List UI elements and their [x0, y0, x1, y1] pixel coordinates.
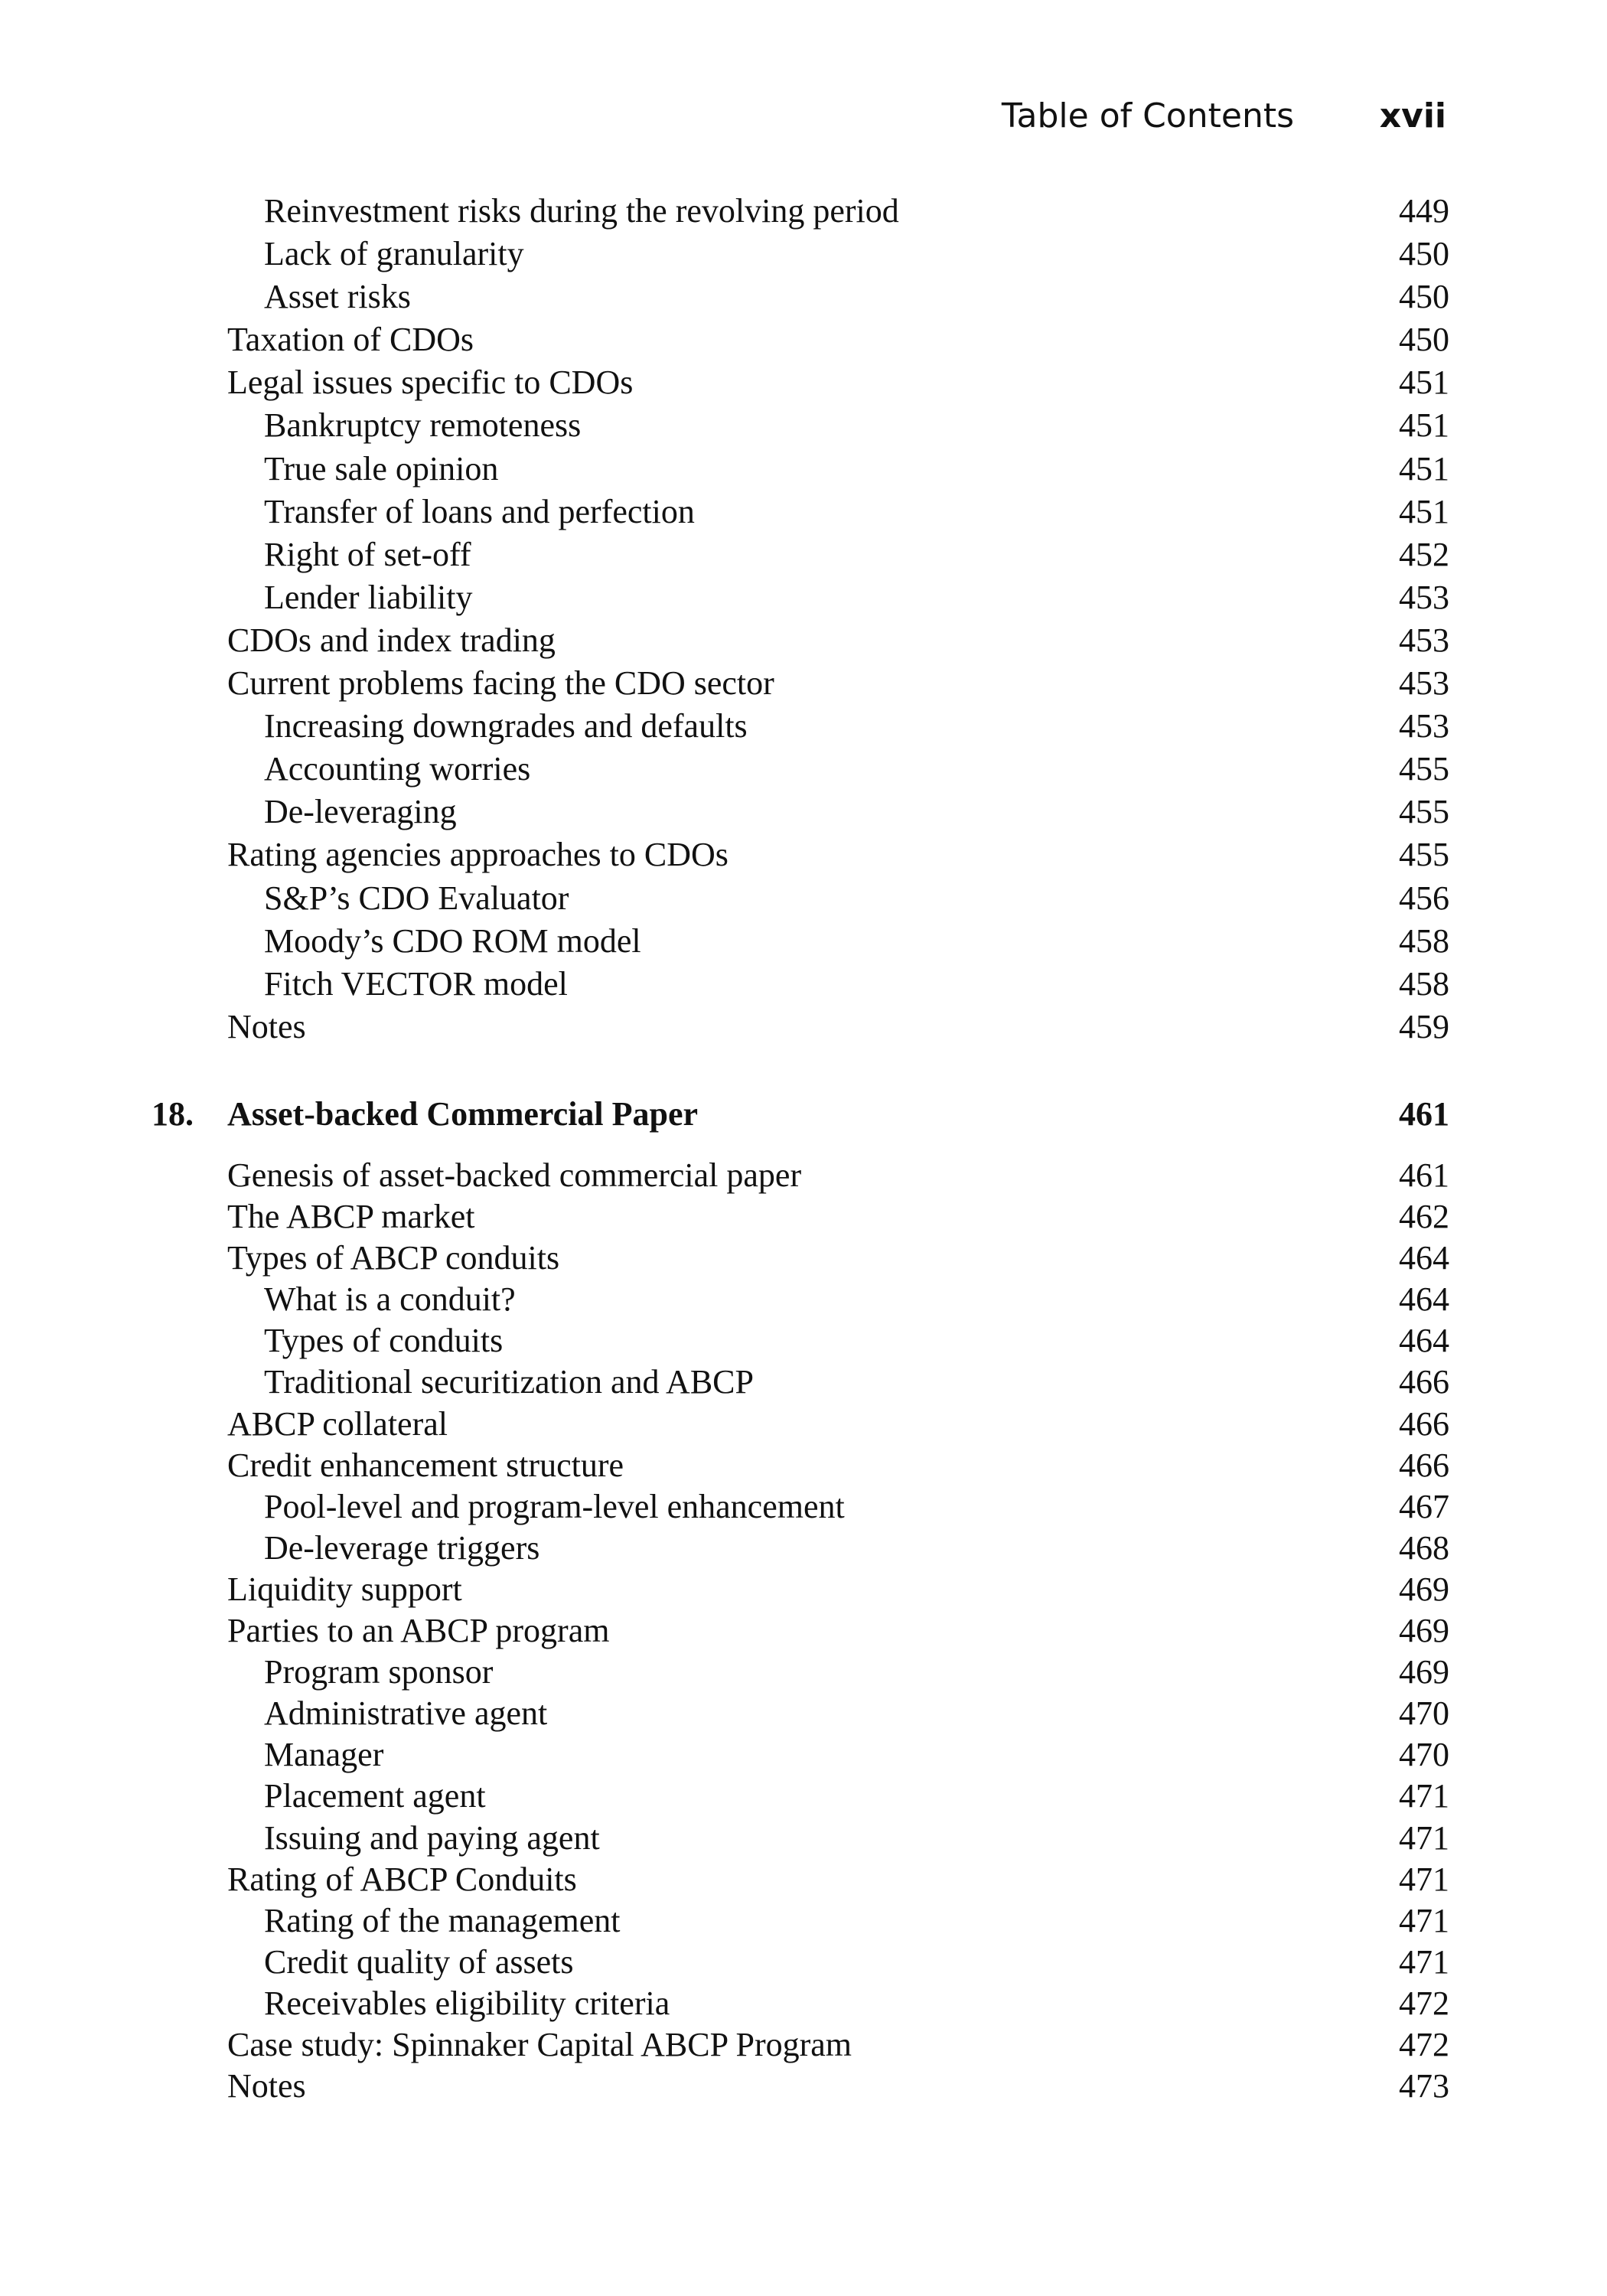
toc-entry[interactable]	[0, 1611, 1607, 1652]
toc-entry-title: Pool-level and program-level enhancement	[264, 1487, 845, 1525]
toc-entry-title: Liquidity support	[227, 1570, 462, 1608]
toc-entry-page-number: 451	[1399, 364, 1449, 402]
toc-entry-page-number: 458	[1399, 921, 1449, 960]
toc-subentry[interactable]	[0, 1942, 1607, 1984]
toc-subentry[interactable]	[0, 234, 1607, 277]
toc-entry-title: Types of conduits	[264, 1322, 504, 1360]
toc-subentry[interactable]	[0, 578, 1607, 621]
running-head	[765, 96, 1446, 142]
toc-subentry[interactable]	[0, 1528, 1607, 1570]
toc-entry-title: Current problems facing the CDO sector	[227, 664, 774, 703]
toc-subentry[interactable]	[0, 1776, 1607, 1818]
toc-section-continued	[0, 191, 1607, 1050]
toc-subentry[interactable]	[0, 706, 1607, 749]
toc-entry-title: Rating of ABCP Conduits	[227, 1860, 577, 1898]
toc-entry-page-number: 450	[1399, 235, 1449, 273]
toc-entry-page-number: 453	[1399, 621, 1449, 659]
toc-entry[interactable]	[0, 664, 1607, 706]
toc-entry-title: True sale opinion	[264, 449, 499, 488]
toc-entry-title: Moody’s CDO ROM model	[264, 921, 641, 960]
toc-entry-title: Fitch VECTOR model	[264, 964, 568, 1003]
toc-subentry[interactable]	[0, 492, 1607, 535]
toc-entry[interactable]	[0, 1197, 1607, 1238]
toc-entry-title: De-leverage triggers	[264, 1528, 540, 1567]
toc-entry-title: Accounting worries	[264, 750, 531, 788]
toc-entry-page-number: 452	[1399, 535, 1449, 573]
toc-entry-page-number: 471	[1399, 1860, 1449, 1898]
toc-entry-title: Manager	[264, 1736, 384, 1774]
toc-entry[interactable]	[0, 1404, 1607, 1446]
toc-subentry[interactable]	[0, 879, 1607, 921]
toc-entry-title: Lack of granularity	[264, 235, 524, 273]
toc-subentry[interactable]	[0, 277, 1607, 320]
toc-entry-page-number: 455	[1399, 750, 1449, 788]
toc-entry-page-number: 469	[1399, 1612, 1449, 1650]
toc-entry-title: Legal issues specific to CDOs	[227, 364, 634, 402]
toc-subentry[interactable]	[0, 1321, 1607, 1362]
toc-subentry[interactable]	[0, 449, 1607, 492]
toc-subentry[interactable]	[0, 191, 1607, 234]
toc-entry-page-number: 451	[1399, 406, 1449, 445]
toc-entry-title: Notes	[227, 2067, 306, 2105]
toc-entry-title: Receivables eligibility criteria	[264, 1984, 670, 2022]
toc-entry-page-number: 456	[1399, 879, 1449, 917]
toc-entry-page-number: 464	[1399, 1280, 1449, 1319]
toc-subentry[interactable]	[0, 1694, 1607, 1735]
toc-entry-page-number: 466	[1399, 1446, 1449, 1484]
chapter-heading[interactable]	[0, 1094, 1607, 1156]
table-of-contents	[0, 191, 1607, 1050]
toc-entry-page-number: 451	[1399, 449, 1449, 488]
toc-subentry[interactable]	[0, 1818, 1607, 1860]
toc-entry[interactable]	[0, 2066, 1607, 2108]
toc-entry-page-number: 471	[1399, 1901, 1449, 1939]
toc-entry-page-number: 473	[1399, 2067, 1449, 2105]
toc-entry-title: Bankruptcy remoteness	[264, 406, 582, 445]
toc-entry-title: Notes	[227, 1007, 306, 1045]
toc-entry-page-number: 453	[1399, 707, 1449, 745]
toc-entry-page-number: 453	[1399, 664, 1449, 703]
toc-entry-title: What is a conduit?	[264, 1280, 516, 1319]
toc-entry-title: Lender liability	[264, 578, 473, 616]
toc-entry-page-number: 455	[1399, 836, 1449, 874]
chapter-page-number: 461	[1399, 1095, 1449, 1133]
chapter-number: 18.	[152, 1095, 194, 1133]
toc-subentry[interactable]	[0, 1280, 1607, 1321]
toc-entry-title: Issuing and paying agent	[264, 1818, 600, 1857]
toc-entry-title: Taxation of CDOs	[227, 321, 474, 359]
toc-subentry[interactable]	[0, 1901, 1607, 1942]
chapter-title: Asset-backed Commercial Paper	[227, 1095, 699, 1133]
toc-entry-title: Program sponsor	[264, 1653, 494, 1691]
toc-entry[interactable]	[0, 835, 1607, 878]
toc-entry-title: Parties to an ABCP program	[227, 1612, 610, 1650]
toc-entry-page-number: 469	[1399, 1570, 1449, 1608]
toc-entry-title: Asset risks	[264, 278, 411, 316]
toc-entry-title: Traditional securitization and ABCP	[264, 1363, 754, 1401]
toc-entry-page-number: 471	[1399, 1777, 1449, 1815]
toc-entry-page-number: 461	[1399, 1156, 1449, 1194]
toc-entry[interactable]	[0, 2025, 1607, 2066]
toc-entry-page-number: 468	[1399, 1528, 1449, 1567]
toc-subentry[interactable]	[0, 1487, 1607, 1528]
toc-subentry[interactable]	[0, 792, 1607, 835]
toc-entry-page-number: 458	[1399, 964, 1449, 1003]
toc-entry[interactable]	[0, 1570, 1607, 1611]
toc-entry-title: Administrative agent	[264, 1694, 548, 1733]
toc-entry-title: Placement agent	[264, 1777, 486, 1815]
toc-subentry[interactable]	[0, 921, 1607, 964]
toc-section-chapter-18	[0, 1156, 1607, 2108]
toc-subentry[interactable]	[0, 1735, 1607, 1776]
toc-entry-page-number: 455	[1399, 793, 1449, 831]
toc-entry-page-number: 459	[1399, 1007, 1449, 1045]
toc-entry-page-number: 466	[1399, 1363, 1449, 1401]
toc-entry-title: De-leveraging	[264, 793, 457, 831]
toc-entry-title: Credit quality of assets	[264, 1942, 574, 1981]
toc-entry-page-number: 466	[1399, 1404, 1449, 1443]
toc-subentry[interactable]	[0, 1362, 1607, 1404]
toc-entry-title: CDOs and index trading	[227, 621, 556, 659]
running-head-page-number: xvii	[1379, 96, 1446, 135]
toc-entry-page-number: 471	[1399, 1942, 1449, 1981]
toc-entry-page-number: 464	[1399, 1322, 1449, 1360]
toc-subentry[interactable]	[0, 1652, 1607, 1694]
running-head-title: Table of Contents	[1001, 96, 1294, 135]
toc-entry[interactable]	[0, 1238, 1607, 1280]
toc-entry-title: Right of set-off	[264, 535, 471, 573]
toc-entry-title: Genesis of asset-backed commercial paper	[227, 1156, 802, 1194]
toc-entry-title: Rating agencies approaches to CDOs	[227, 836, 729, 874]
toc-entry[interactable]	[0, 320, 1607, 363]
toc-entry-page-number: 469	[1399, 1653, 1449, 1691]
toc-entry[interactable]	[0, 363, 1607, 406]
toc-entry-page-number: 453	[1399, 578, 1449, 616]
toc-entry-title: Reinvestment risks during the revolving period	[264, 192, 899, 230]
toc-entry-page-number: 450	[1399, 321, 1449, 359]
toc-entry[interactable]	[0, 1007, 1607, 1050]
toc-entry-title: Credit enhancement structure	[227, 1446, 624, 1484]
toc-subentry[interactable]	[0, 406, 1607, 448]
toc-entry-title: Increasing downgrades and defaults	[264, 707, 748, 745]
toc-entry-title: S&P’s CDO Evaluator	[264, 879, 569, 917]
toc-entry-page-number: 462	[1399, 1198, 1449, 1236]
table-of-contents-chapter-18	[0, 1094, 1607, 2108]
toc-entry-page-number: 470	[1399, 1736, 1449, 1774]
toc-entry-title: Case study: Spinnaker Capital ABCP Program	[227, 2025, 852, 2063]
toc-subentry[interactable]	[0, 964, 1607, 1007]
toc-entry-title: Rating of the management	[264, 1901, 621, 1939]
toc-entry-title: Transfer of loans and perfection	[264, 492, 695, 530]
toc-entry-title: ABCP collateral	[227, 1404, 448, 1443]
toc-entry[interactable]	[0, 1860, 1607, 1901]
toc-entry-page-number: 472	[1399, 2025, 1449, 2063]
toc-subentry[interactable]	[0, 535, 1607, 578]
toc-entry-title: Types of ABCP conduits	[227, 1239, 560, 1277]
toc-entry-title: The ABCP market	[227, 1198, 475, 1236]
toc-entry[interactable]	[0, 621, 1607, 664]
toc-entry-page-number: 464	[1399, 1239, 1449, 1277]
toc-entry[interactable]	[0, 1446, 1607, 1487]
toc-entry[interactable]	[0, 1156, 1607, 1197]
toc-entry-page-number: 449	[1399, 192, 1449, 230]
toc-entry-page-number: 471	[1399, 1818, 1449, 1857]
toc-entry-page-number: 472	[1399, 1984, 1449, 2022]
toc-subentry[interactable]	[0, 749, 1607, 792]
toc-entry-page-number: 451	[1399, 492, 1449, 530]
toc-entry-page-number: 470	[1399, 1694, 1449, 1733]
toc-entry-page-number: 450	[1399, 278, 1449, 316]
toc-entry-page-number: 467	[1399, 1487, 1449, 1525]
toc-subentry[interactable]	[0, 1984, 1607, 2025]
